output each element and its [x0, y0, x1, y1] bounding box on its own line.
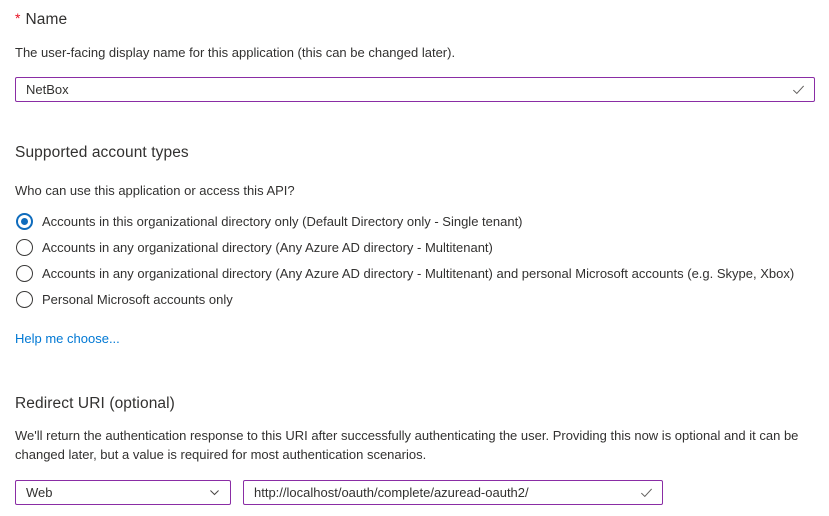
- platform-select[interactable]: [15, 480, 231, 505]
- chevron-down-icon: [208, 486, 221, 499]
- radio-option-single-tenant[interactable]: [15, 208, 815, 234]
- radio-option-label: Personal Microsoft accounts only: [42, 291, 233, 307]
- redirect-uri-controls: [15, 480, 815, 505]
- radio-button-icon: [16, 239, 33, 256]
- radio-option-label: Accounts in this organizational directory only (Default Directory only - Single tenant): [42, 213, 523, 229]
- radio-option-multitenant[interactable]: [15, 234, 815, 260]
- radio-option-label: Accounts in any organizational directory (Any Azure AD directory - Multitenant) and personal Microsoft accounts (e.g. Skype, Xbox): [42, 265, 795, 281]
- account-types-question: Who can use this application or access this API?: [15, 183, 295, 198]
- name-description: The user-facing display name for this application (this can be changed later).: [15, 45, 456, 60]
- platform-select-value: Web: [26, 485, 53, 500]
- redirect-uri-title: Redirect URI (optional): [15, 395, 175, 412]
- radio-button-icon: [16, 265, 33, 282]
- radio-option-label: Accounts in any organizational directory (Any Azure AD directory - Multitenant): [42, 239, 493, 255]
- radio-option-personal-only[interactable]: [15, 286, 815, 312]
- redirect-uri-description: We'll return the authentication response to this URI after successfully authenticating the user. Providing this now is optional and it can be changed later, but a value is required for most authentication scenarios.: [15, 428, 799, 462]
- required-asterisk: *: [15, 10, 21, 26]
- valid-check-icon: [791, 82, 806, 97]
- radio-button-icon: [16, 291, 33, 308]
- redirect-uri-input[interactable]: [244, 485, 639, 500]
- account-types-radio-group: [15, 208, 815, 312]
- valid-check-icon: [639, 485, 654, 500]
- name-section-title: Name: [25, 11, 68, 28]
- radio-option-multitenant-personal[interactable]: [15, 260, 815, 286]
- app-name-field: [15, 77, 815, 102]
- redirect-uri-field: [243, 480, 663, 505]
- help-me-choose-link[interactable]: Help me choose...: [15, 331, 120, 346]
- radio-button-icon: [16, 213, 33, 230]
- account-types-title: Supported account types: [15, 144, 189, 161]
- app-name-input[interactable]: [16, 82, 791, 97]
- name-section-heading: [15, 10, 815, 29]
